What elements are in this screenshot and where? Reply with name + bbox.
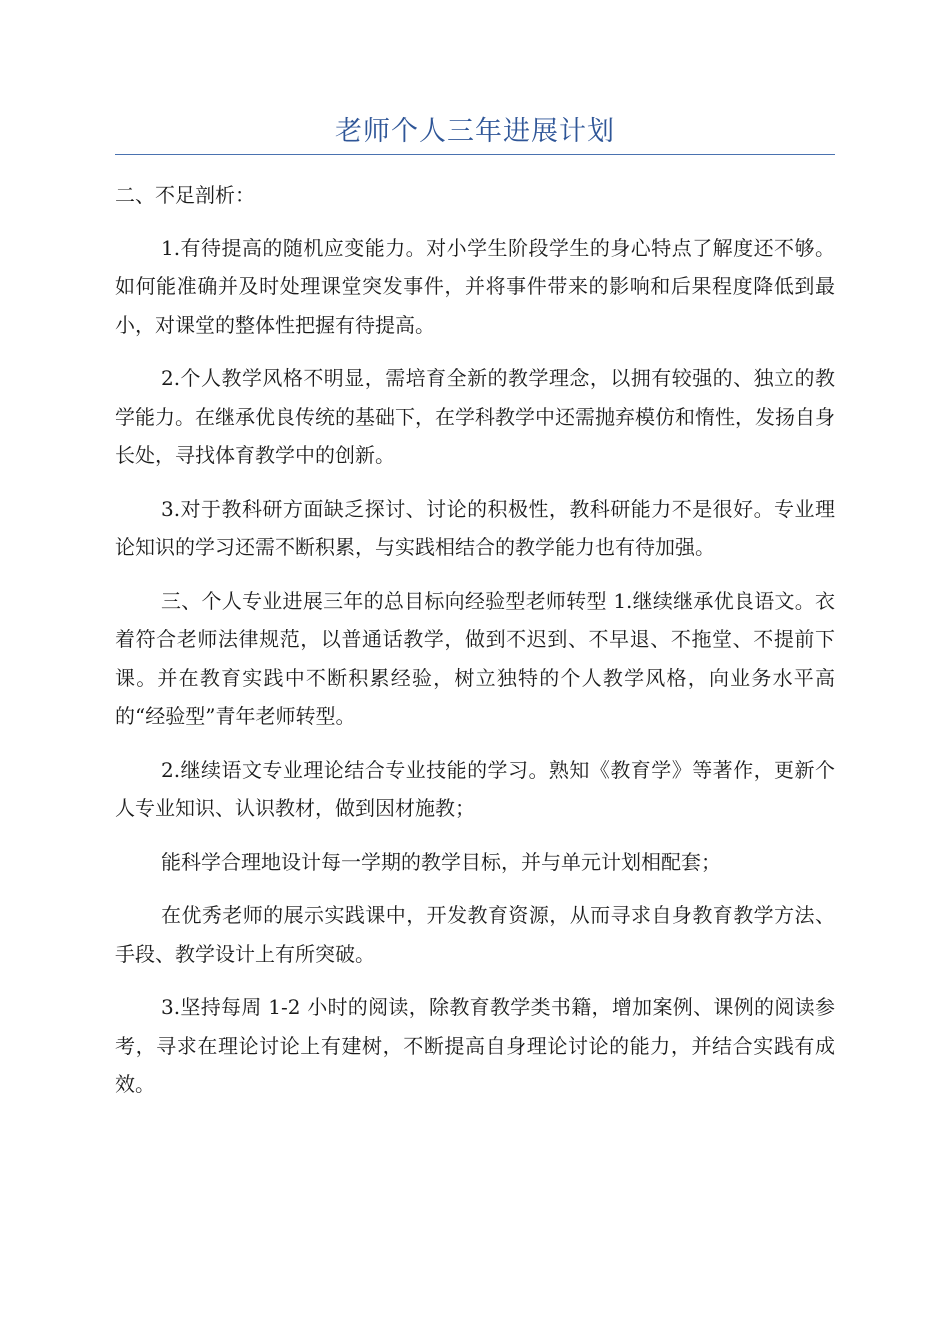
- paragraph-weakness-2: 2.个人教学风格不明显，需培育全新的教学理念，以拥有较强的、独立的教学能力。在继承优良传统的基础下，在学科教学中还需抛弃模仿和惰性，发扬自身长处，寻找体育教学中的创新。: [115, 366, 835, 467]
- paragraph-goal-2-teaching-objectives: 能科学合理地设计每一学期的教学目标，并与单元计划相配套；: [161, 849, 721, 874]
- paragraph-goal-overview: 三、个人专业进展三年的总目标向经验型老师转型 1.继续继承优良语文。衣着符合老师法律规范，以普通话教学，做到不迟到、不早退、不拖堂、不提前下课。并在教育实践中不断积累经验，树立独特的个人教学风格，向业务水平高的“经验型”青年老师转型。: [115, 588, 835, 728]
- section-heading-weakness-analysis: 二、不足剖析：: [115, 183, 255, 207]
- paragraph-weakness-1: 1.有待提高的随机应变能力。对小学生阶段学生的身心特点了解度还不够。如何能准确并及时处理课堂突发事件，并将事件带来的影响和后果程度降低到最小，对课堂的整体性把握有待提高。: [115, 235, 835, 337]
- title-underline-rule: [115, 154, 835, 155]
- paragraph-goal-2: 2.继续语文专业理论结合专业技能的学习。熟知《教育学》等著作，更新个人专业知识、认识教材，做到因材施教；: [115, 757, 835, 820]
- paragraph-goal-2-demo-lessons: 在优秀老师的展示实践课中，开发教育资源，从而寻求自身教育教学方法、手段、教学设计上有所突破。: [115, 903, 835, 966]
- document-title: 老师个人三年进展计划: [335, 116, 615, 147]
- paragraph-goal-3: 3.坚持每周 1-2 小时的阅读，除教育教学类书籍，增加案例、课例的阅读参考，寻求在理论讨论上有建树，不断提高自身理论讨论的能力，并结合实践有成效。: [115, 995, 835, 1096]
- paragraph-weakness-3: 3.对于教科研方面缺乏探讨、讨论的积极性，教科研能力不是很好。专业理论知识的学习还需不断积累，与实践相结合的教学能力也有待加强。: [115, 496, 835, 559]
- document-body: [115, 176, 835, 1119]
